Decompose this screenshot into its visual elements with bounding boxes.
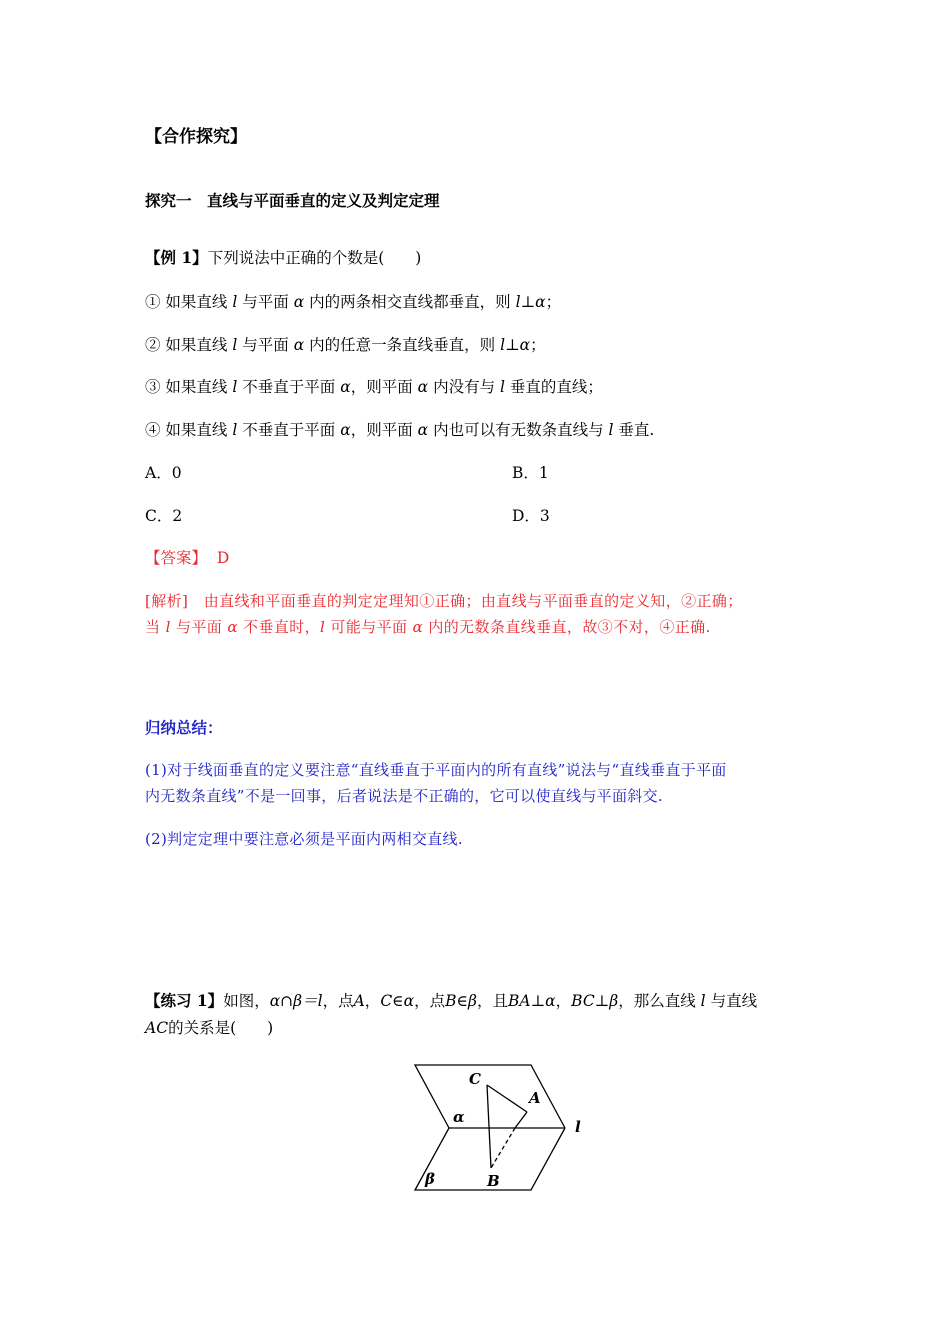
option-d: D．3 [512,507,550,525]
option-b: B．1 [512,464,549,482]
segment-ab-upper [515,1112,527,1128]
summary-title: 归纳总结： [145,719,223,737]
statement-1: ① 如果直线 l 与平面 α 内的两条相交直线都垂直，则 l⊥α； [145,293,562,311]
label-b: B [487,1172,500,1190]
statement-4: ④ 如果直线 l 不垂直于平面 α，则平面 α 内也可以有无数条直线与 l 垂直. [145,421,655,439]
option-c: C．2 [145,507,183,525]
statement-3: ③ 如果直线 l 不垂直于平面 α，则平面 α 内没有与 l 垂直的直线； [145,378,603,396]
answer-label: 【答案】 [145,549,208,567]
label-beta: β [425,1170,435,1188]
analysis-line-1: [解析] 由直线和平面垂直的判定定理知①正确；由直线与平面垂直的定义知，②正确； [145,592,743,610]
segment-ab-lower-hidden [491,1128,515,1168]
plane-alpha-outline [415,1065,565,1128]
label-c: C [469,1070,481,1088]
exercise1-line2: AC的关系是( ) [145,1019,274,1037]
section-title: 【合作探究】 [145,127,247,147]
answer-value: D [216,549,230,567]
segment-ca [487,1085,527,1112]
summary-p2: (2)判定定理中要注意必须是平面内两相交直线. [145,830,463,848]
exercise1-label: 【练习 1】 [145,991,224,1010]
example1-label: 【例 1】 [145,248,208,267]
label-l: l [575,1118,581,1136]
summary-p1-line1: (1)对于线面垂直的定义要注意“直线垂直于平面内的所有直线”说法与“直线垂直于平面 [145,761,727,779]
geometry-figure [405,1060,605,1200]
example1-question [145,248,421,268]
segment-cb [487,1085,491,1168]
exercise1-line1: 【练习 1】如图，α∩β＝l，点A，C∈α，点B∈β，且BA⊥α，BC⊥β，那么直线 l 与直线 [145,991,758,1010]
option-a: A．0 [145,464,182,482]
label-alpha: α [453,1108,465,1126]
summary-p1-line2: 内无数条直线”不是一回事，后者说法是不正确的，它可以使直线与平面斜交. [145,787,663,805]
statement-2: ② 如果直线 l 与平面 α 内的任意一条直线垂直，则 l⊥α； [145,336,546,354]
analysis-line-2: 当 l 与平面 α 不垂直时，l 可能与平面 α 内的无数条直线垂直，故③不对，④正确. [145,618,711,636]
label-a: A [529,1089,541,1107]
example1-question-text: 下列说法中正确的个数是( ) [207,249,422,267]
explore1-title: 探究一 直线与平面垂直的定义及判定定理 [145,192,440,210]
answer [145,548,229,568]
